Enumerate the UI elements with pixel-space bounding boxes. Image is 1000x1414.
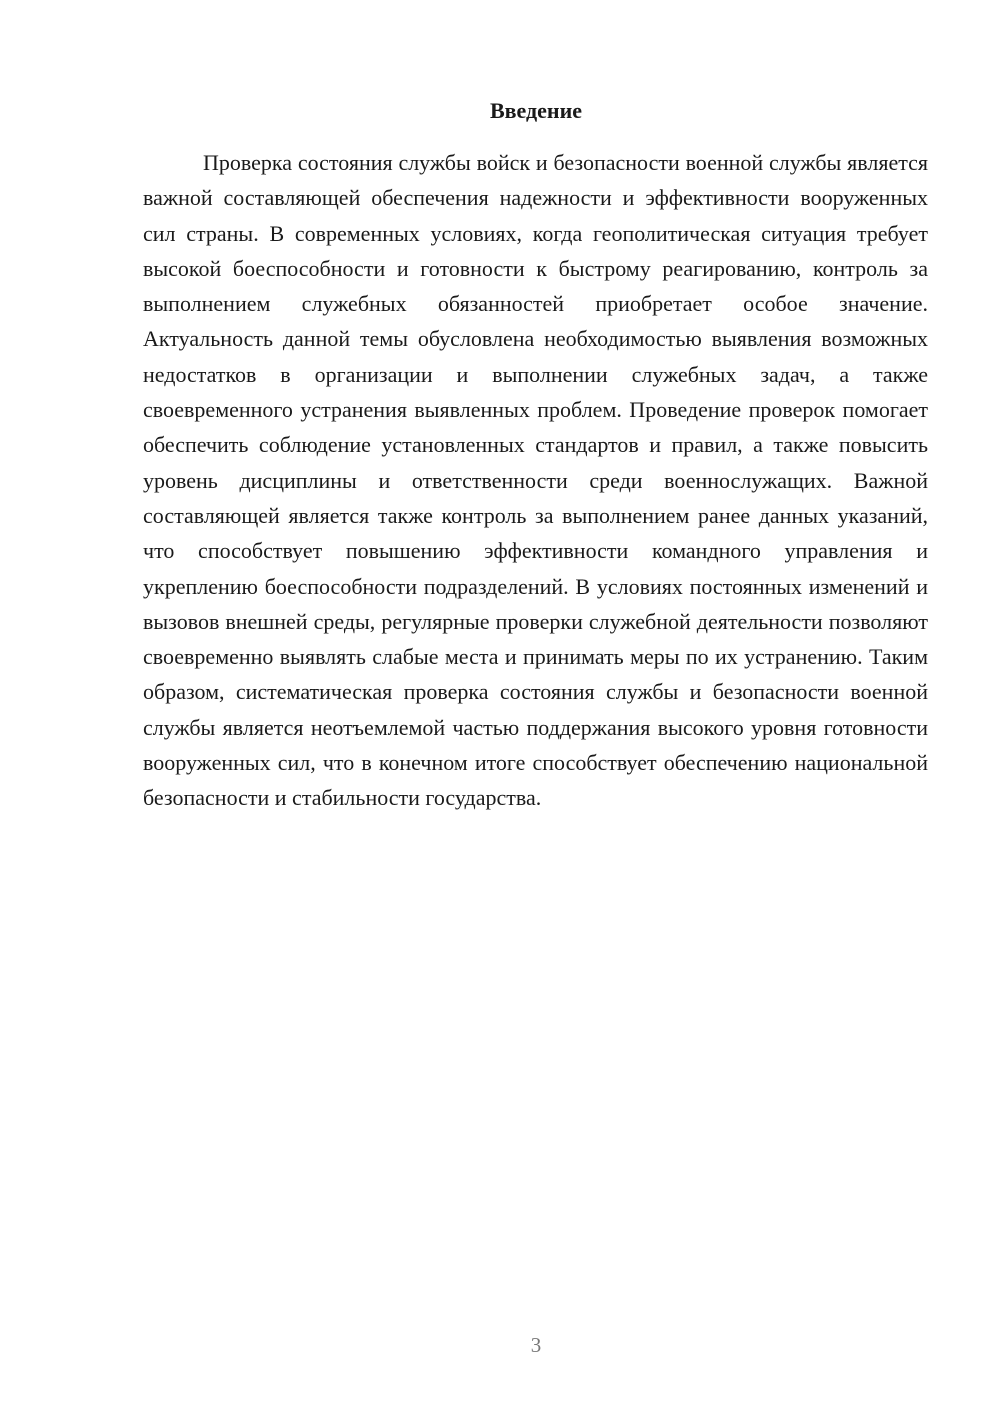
page-number: 3: [530, 1333, 542, 1357]
body-paragraph: Проверка состояния службы войск и безопасности военной службы является важной составляющей обеспечения надежности и эффективности вооруженных сил страны. В современных условиях, когда геополитическая ситуация требует высокой боеспособности и готовности к быстрому реагированию, контроль за выполнением служебных обязанностей приобретает особое значение. Актуальность данной темы обусловлена необходимостью выявления возможных недостатков в организации и выполнении служебных задач, а также своевременного устранения выявленных проблем. Проведение проверок помогает обеспечить соблюдение установленных стандартов и правил, а также повысить уровень дисциплины и ответственности среди военнослужащих. Важной составляющей является также контроль за выполнением ранее данных указаний, что способствует повышению эффективности командного управления и укреплению боеспособности подразделений. В условиях постоянных изменений и вызовов внешней среды, регулярные проверки служебной деятельности позволяют своевременно выявлять слабые места и принимать меры по их устранению. Таким образом, систематическая проверка состояния службы и безопасности военной службы является неотъемлемой частью поддержания высокого уровня готовности вооруженных сил, что в конечном итоге способствует обеспечению национальной безопасности и стабильности государства.: [143, 150, 928, 811]
page-title: Введение: [489, 98, 583, 123]
